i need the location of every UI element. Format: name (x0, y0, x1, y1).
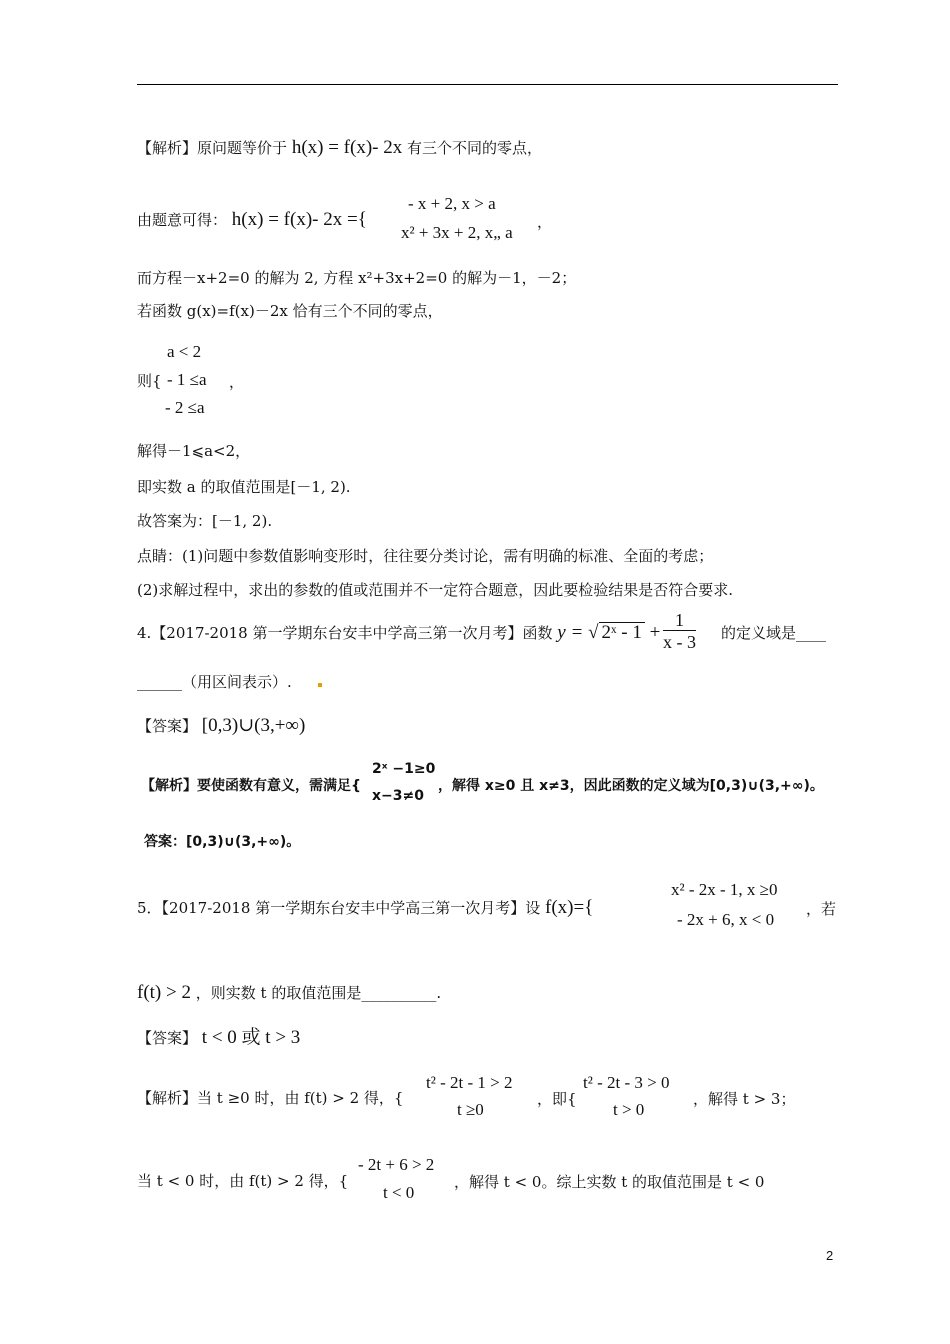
analysis-text: 当 t ≥0 时，由 f(t) > 2 得，{ (197, 1089, 404, 1107)
function-zeros-condition: 若函数 g(x)=f(x)－2x 恰有三个不同的零点， (137, 302, 443, 320)
analysis-text-1: 要使函数有意义，需满足{ (197, 778, 361, 794)
q5-answer (137, 1028, 300, 1048)
piecewise-tail: ， (537, 213, 553, 231)
answer2-value: [0,3)∪(3,+∞)。 (186, 834, 301, 850)
solve-result: 解得－1⩽a<2， (137, 442, 251, 460)
q5-question: ，则实数 t 的取值范围是__________. (195, 984, 442, 1002)
question-4 (137, 622, 660, 643)
comment-1: 点睛：(1)问题中参数值影响变形时，往往要分类讨论，需有明确的标准、全面的考虑； (137, 547, 714, 565)
piecewise-case-2: x² + 3x + 2, x„ a (401, 223, 513, 242)
math-h-expression: h(x) = f(x)- 2x (291, 137, 403, 158)
q4-condition-1: 2ˣ −1≥0 (372, 761, 436, 777)
analysis-text-2: 当 t < 0 时，由 f(t) > 2 得，{ (137, 1172, 349, 1190)
range-statement: 即实数 a 的取值范围是[－1, 2). (137, 478, 351, 496)
q5-analysis-tail: ，解得 t > 3； (693, 1090, 796, 1108)
q4-analysis-text-2: ，解得 x≥0 且 x≠3，因此函数的定义域为[0,3)∪(3,+∞)。 (438, 778, 824, 794)
q5-condition: f(t) > 2 (137, 982, 191, 1003)
q4-analysis (141, 775, 361, 795)
analysis-label: 【解析】 (137, 139, 198, 157)
answer-label: 【答案】 (137, 717, 198, 735)
comment-2: (2)求解过程中，求出的参数的值或范围并不一定符合题意，因此要检验结果是否符合要求. (137, 581, 734, 599)
q4-fraction (663, 610, 696, 653)
q4-sqrt: 2ˣ - 1 (599, 622, 645, 643)
piecewise-case-1: - x + 2, x > a (408, 194, 496, 213)
question-5 (137, 898, 593, 918)
q5-system-1-row-1: t² - 2t - 1 > 2 (426, 1073, 513, 1092)
fraction-denominator: x - 3 (663, 632, 696, 652)
q5-system-3-row-1: - 2t + 6 > 2 (358, 1155, 435, 1174)
q4-plus: + (649, 622, 661, 643)
system-brace: 则{ (137, 372, 162, 390)
analysis-text: 原问题等价于 (197, 139, 288, 157)
answer2-label: 答案： (144, 834, 186, 850)
q4-y-eq: y = (557, 622, 584, 643)
header-rule (137, 84, 838, 85)
q4-prefix: 4.【2017-2018 第一学期东台安丰中学高三第一次月考】函数 (137, 624, 553, 642)
q5-analysis-1 (137, 1088, 403, 1108)
decorative-dot (318, 683, 322, 687)
analysis-tail: 有三个不同的零点， (407, 139, 543, 157)
page-number: 2 (826, 1248, 834, 1263)
q4-answer (137, 716, 305, 736)
q4-suffix: 的定义域是____ (721, 624, 827, 642)
q4-condition-2: x−3≠0 (372, 788, 424, 804)
q5-analysis-mid: ，即{ (537, 1090, 577, 1108)
fraction-numerator: 1 (663, 610, 696, 631)
piecewise-intro: 由题意可得： (137, 211, 228, 229)
q4-answer-2 (144, 831, 300, 851)
analysis-label: 【解析】 (141, 778, 197, 794)
q5-f-eq: f(x)={ (545, 897, 594, 918)
final-answer: 故答案为：[－1, 2). (137, 512, 273, 530)
answer-value: [0,3)∪(3,+∞) (201, 715, 306, 736)
q4-line-2: ______（用区间表示）. (137, 673, 292, 691)
equation-solutions: 而方程－x+2=0 的解为 2, 方程 x²+3x+2=0 的解为－1，－2； (137, 269, 577, 287)
q5-prefix: 5．【2017-2018 第一学期东台安丰中学高三第一次月考】设 (137, 899, 541, 917)
system-prefix (137, 371, 162, 391)
q5-case-1: x² - 2x - 1, x ≥0 (671, 880, 778, 899)
q5-system-2-row-2: t > 0 (613, 1100, 645, 1119)
q5-system-2-row-1: t² - 2t - 3 > 0 (583, 1073, 670, 1092)
q5-line-2 (137, 983, 441, 1003)
analysis-label: 【解析】 (137, 1089, 198, 1107)
q5-analysis-2-tail: ，解得 t < 0。综上实数 t 的取值范围是 t < 0 (454, 1173, 765, 1191)
system-row-2: - 1 ≤a (167, 370, 207, 389)
system-row-3: - 2 ≤a (165, 398, 205, 417)
q5-system-1-row-2: t ≥0 (457, 1100, 484, 1119)
q5-case-2: - 2x + 6, x < 0 (677, 910, 775, 929)
q5-analysis-2 (137, 1171, 348, 1191)
piecewise-lhs: h(x) = f(x)- 2x ={ (231, 209, 367, 230)
system-row-1: a < 2 (167, 342, 202, 361)
analysis-line-1 (137, 138, 542, 158)
q5-suffix: ，若 (806, 900, 837, 918)
piecewise-line (137, 210, 367, 230)
answer-label: 【答案】 (137, 1029, 198, 1047)
sqrt-sign: √ (588, 622, 599, 643)
q5-system-3-row-2: t < 0 (383, 1183, 415, 1202)
answer-value: t < 0 或 t > 3 (201, 1027, 301, 1048)
system-suffix: ， (229, 373, 245, 391)
